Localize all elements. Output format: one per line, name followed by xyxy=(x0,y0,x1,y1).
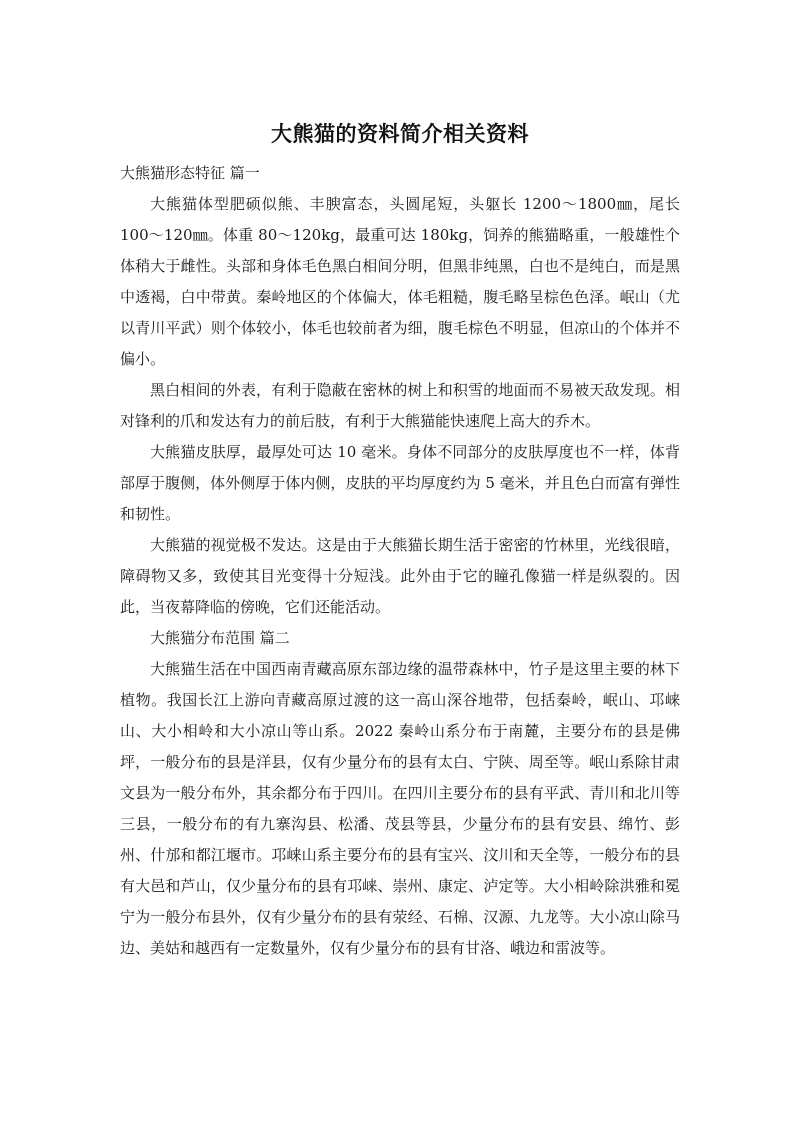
paragraph-camouflage: 黑白相间的外表，有利于隐蔽在密林的树上和积雪的地面而不易被天敌发现。相对锋利的爪和发达有力的前后肢，有利于大熊猫能快速爬上高大的乔木。 xyxy=(120,381,680,430)
paragraph-body-shape: 大熊猫体型肥硕似熊、丰腴富态，头圆尾短，头躯长 1200～1800㎜，尾长 100～120㎜。体重 80～120kg，最重可达 180kg，饲养的熊猫略重，一般雄性个体稍大于雌性。头部和身体毛色黑白相间分明，但黑非纯黑，白也不是纯白，而是黑中透褐，白中带黄。秦岭地区的个体偏大，体毛粗糙，腹毛略呈棕色色泽。岷山（尤以青川平武）则个体较小，体毛也较前者为细，腹毛棕色不明显，但凉山的个体并不偏小。 xyxy=(120,195,680,368)
paragraph-distribution: 大熊猫生活在中国西南青藏高原东部边缘的温带森林中，竹子是这里主要的林下植物。我国长江上游向青藏高原过渡的这一高山深谷地带，包括秦岭，岷山、邛崃山、大小相岭和大小凉山等山系。2022 秦岭山系分布于南麓，主要分布的县是佛坪，一般分布的县是洋县，仅有少量分布的县有太白、宁陕、周至等。岷山系除甘肃文县为一般分布外，其余都分布于四川。在四川主要分布的县有平武、青川和北川等三县，一般分布的有九寨沟县、松潘、茂县等县，少量分布的县有安县、绵竹、彭州、什邡和都江堰市。邛崃山系主要分布的县有宝兴、汶川和天全等，一般分布的县有大邑和芦山，仅少量分布的县有邛崃、崇州、康定、泸定等。大小相岭除洪雅和冕宁为一般分布县外，仅有少量分布的县有荥经、石棉、汉源、九龙等。大小凉山除马边、美姑和越西有一定数量外，仅有少量分布的县有甘洛、峨边和雷波等。 xyxy=(120,660,680,957)
paragraph-skin: 大熊猫皮肤厚，最厚处可达 10 毫米。身体不同部分的皮肤厚度也不一样，体背部厚于腹侧，体外侧厚于体内侧，皮肤的平均厚度约为 5 毫米，并且色白而富有弹性和韧性。 xyxy=(120,443,680,523)
section-heading-distribution: 大熊猫分布范围 篇二 xyxy=(150,629,290,647)
document-title: 大熊猫的资料简介相关资料 xyxy=(271,122,529,146)
paragraph-vision: 大熊猫的视觉极不发达。这是由于大熊猫长期生活于密密的竹林里，光线很暗，障碍物又多，致使其目光变得十分短浅。此外由于它的瞳孔像猫一样是纵裂的。因此，当夜幕降临的傍晚，它们还能活动。 xyxy=(120,536,680,616)
section-heading-morphology: 大熊猫形态特征 篇一 xyxy=(120,164,260,182)
